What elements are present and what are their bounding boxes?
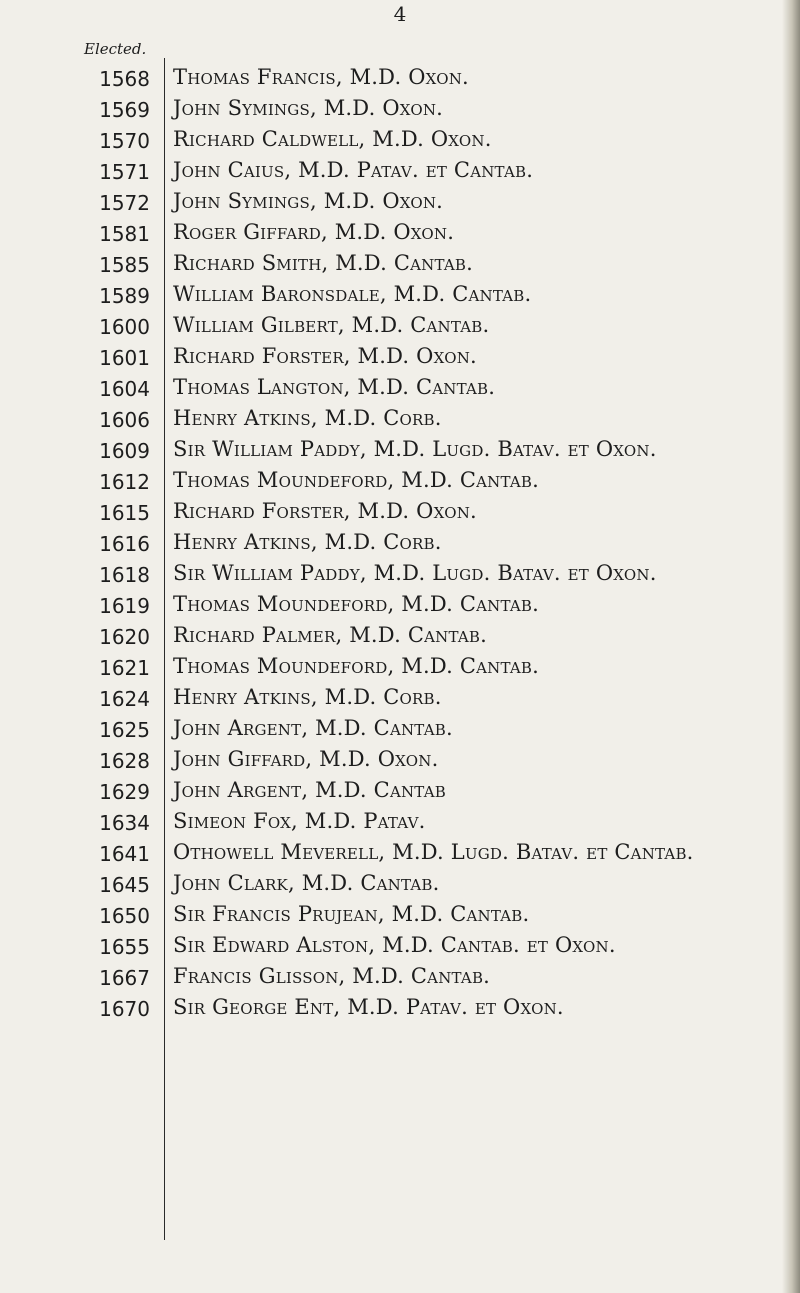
list-item xyxy=(0,465,800,496)
president-name: Henry Atkins, M.D. Corb. xyxy=(173,530,442,554)
president-name: Sir George Ent, M.D. Patav. et Oxon. xyxy=(173,995,564,1019)
president-name: Richard Forster, M.D. Oxon. xyxy=(173,344,477,368)
election-year: 1601 xyxy=(99,346,150,370)
list-item xyxy=(0,558,800,589)
president-name: William Gilbert, M.D. Cantab. xyxy=(173,313,490,337)
president-name: John Giffard, M.D. Oxon. xyxy=(173,747,439,771)
president-name: Francis Glisson, M.D. Cantab. xyxy=(173,964,491,988)
list-item xyxy=(0,806,800,837)
list-item xyxy=(0,620,800,651)
election-year: 1571 xyxy=(99,160,150,184)
page-number: 4 xyxy=(393,2,407,26)
election-year: 1569 xyxy=(99,98,150,122)
list-item xyxy=(0,527,800,558)
list-item xyxy=(0,248,800,279)
elected-column-heading: Elected. xyxy=(84,40,147,58)
list-item xyxy=(0,434,800,465)
list-item xyxy=(0,651,800,682)
president-name: Richard Smith, M.D. Cantab. xyxy=(173,251,473,275)
president-name: Sir William Paddy, M.D. Lugd. Batav. et Oxon. xyxy=(173,561,657,585)
list-item xyxy=(0,682,800,713)
election-year: 1615 xyxy=(99,501,150,525)
election-year: 1585 xyxy=(99,253,150,277)
president-name: Sir Francis Prujean, M.D. Cantab. xyxy=(173,902,530,926)
election-year: 1589 xyxy=(99,284,150,308)
list-item xyxy=(0,310,800,341)
election-year: 1629 xyxy=(99,780,150,804)
election-year: 1634 xyxy=(99,811,150,835)
election-year: 1572 xyxy=(99,191,150,215)
list-item xyxy=(0,837,800,868)
list-item xyxy=(0,744,800,775)
president-name: Simeon Fox, M.D. Patav. xyxy=(173,809,426,833)
election-year: 1645 xyxy=(99,873,150,897)
president-name: Othowell Meverell, M.D. Lugd. Batav. et Cantab. xyxy=(173,840,694,864)
president-name: John Argent, M.D. Cantab. xyxy=(173,716,453,740)
election-year: 1604 xyxy=(99,377,150,401)
president-name: Richard Caldwell, M.D. Oxon. xyxy=(173,127,492,151)
president-name: Thomas Moundeford, M.D. Cantab. xyxy=(173,654,540,678)
president-name: John Symings, M.D. Oxon. xyxy=(173,96,444,120)
election-year: 1621 xyxy=(99,656,150,680)
election-year: 1655 xyxy=(99,935,150,959)
election-year: 1616 xyxy=(99,532,150,556)
list-item xyxy=(0,186,800,217)
election-year: 1612 xyxy=(99,470,150,494)
list-item xyxy=(0,589,800,620)
election-year: 1570 xyxy=(99,129,150,153)
election-year: 1650 xyxy=(99,904,150,928)
list-item xyxy=(0,403,800,434)
list-item xyxy=(0,930,800,961)
election-year: 1568 xyxy=(99,67,150,91)
presidents-list xyxy=(0,62,800,1023)
president-name: Richard Forster, M.D. Oxon. xyxy=(173,499,477,523)
list-item xyxy=(0,992,800,1023)
election-year: 1667 xyxy=(99,966,150,990)
list-item xyxy=(0,62,800,93)
list-item xyxy=(0,124,800,155)
election-year: 1609 xyxy=(99,439,150,463)
president-name: Thomas Moundeford, M.D. Cantab. xyxy=(173,468,540,492)
president-name: Roger Giffard, M.D. Oxon. xyxy=(173,220,455,244)
list-item xyxy=(0,372,800,403)
president-name: Sir William Paddy, M.D. Lugd. Batav. et Oxon. xyxy=(173,437,657,461)
president-name: Henry Atkins, M.D. Corb. xyxy=(173,406,442,430)
election-year: 1606 xyxy=(99,408,150,432)
list-item xyxy=(0,868,800,899)
election-year: 1625 xyxy=(99,718,150,742)
election-year: 1641 xyxy=(99,842,150,866)
president-name: Sir Edward Alston, M.D. Cantab. et Oxon. xyxy=(173,933,616,957)
president-name: John Caius, M.D. Patav. et Cantab. xyxy=(173,158,534,182)
list-item xyxy=(0,899,800,930)
election-year: 1624 xyxy=(99,687,150,711)
list-item xyxy=(0,93,800,124)
election-year: 1600 xyxy=(99,315,150,339)
election-year: 1628 xyxy=(99,749,150,773)
list-item xyxy=(0,341,800,372)
list-item xyxy=(0,496,800,527)
president-name: John Argent, M.D. Cantab xyxy=(173,778,446,802)
list-item xyxy=(0,961,800,992)
list-item xyxy=(0,775,800,806)
president-name: Richard Palmer, M.D. Cantab. xyxy=(173,623,487,647)
president-name: Henry Atkins, M.D. Corb. xyxy=(173,685,442,709)
election-year: 1670 xyxy=(99,997,150,1021)
election-year: 1618 xyxy=(99,563,150,587)
list-item xyxy=(0,713,800,744)
president-name: Thomas Moundeford, M.D. Cantab. xyxy=(173,592,540,616)
president-name: Thomas Francis, M.D. Oxon. xyxy=(173,65,469,89)
president-name: John Clark, M.D. Cantab. xyxy=(173,871,440,895)
election-year: 1619 xyxy=(99,594,150,618)
president-name: Thomas Langton, M.D. Cantab. xyxy=(173,375,496,399)
election-year: 1581 xyxy=(99,222,150,246)
list-item xyxy=(0,217,800,248)
president-name: William Baronsdale, M.D. Cantab. xyxy=(173,282,532,306)
list-item xyxy=(0,279,800,310)
list-item xyxy=(0,155,800,186)
president-name: John Symings, M.D. Oxon. xyxy=(173,189,444,213)
election-year: 1620 xyxy=(99,625,150,649)
